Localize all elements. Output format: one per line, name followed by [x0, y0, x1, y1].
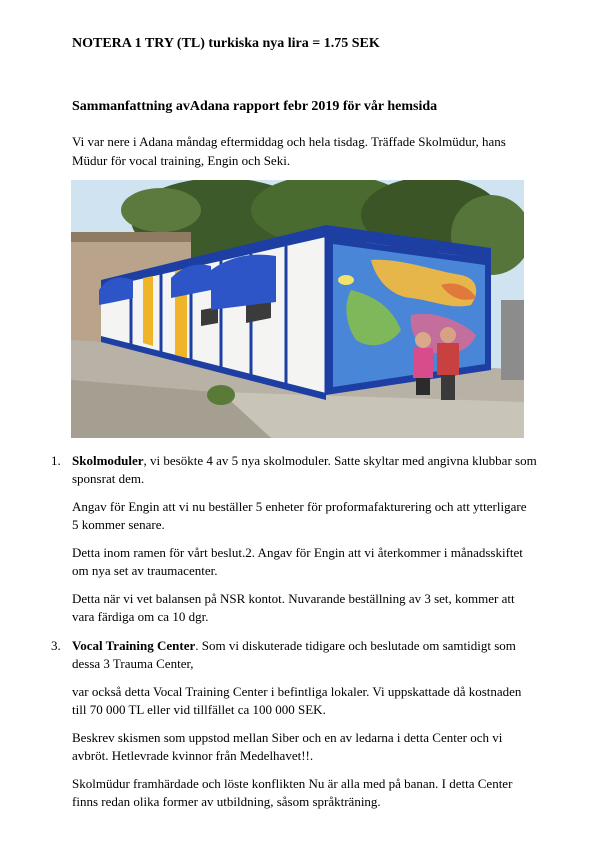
list-number: 1. [51, 453, 61, 468]
paragraph: Beskrev skismen som uppstod mellan Siber och en av ledarna i detta Center och vi avbröt. Hetlevrade kvinnor från Medelhavet!!. [72, 730, 503, 763]
list-number: 3. [51, 638, 61, 653]
paragraph: Detta när vi vet balansen på NSR kontot. Nuvarande beställning av 3 set, kommer att vara färdiga om ca 10 dgr. [72, 591, 515, 624]
paragraph: var också detta Vocal Training Center i befintliga lokaler. Vi uppskattade då kostnaden till 70 000 TL eller vid tillfället ca 100 000 SEK. [72, 684, 522, 717]
report-heading: Sammanfattning avAdana rapport febr 2019 för vår hemsida [72, 99, 438, 114]
list-item-title: Skolmoduler [72, 453, 144, 468]
window [201, 307, 218, 326]
list-item-text: . Som vi diskuterade tidigare och beslutade om samtidigt som dessa 3 Trauma Center, [72, 638, 516, 671]
currency-note: NOTERA 1 TRY (TL) turkiska nya lira = 1.75 SEK [72, 36, 380, 51]
school-modules-photo [71, 180, 524, 438]
list-item-text: , vi besökte 4 av 5 nya skolmoduler. Satte skyltar med angivna klubbar som sponsrat dem. [72, 453, 537, 486]
paragraph: Skolmüdur framhärdade och löste konflikten Nu är alla med på banan. I detta Center finns redan olika former av utbildning, såsom språkträning. [72, 776, 513, 809]
door [143, 276, 153, 346]
paragraph: Detta inom ramen för vårt beslut.2. Angav för Engin att vi återkommer i månadsskiftet om nya set av traumacenter. [72, 545, 523, 578]
paragraph: Angav för Engin att vi nu beställer 5 enheter för proformafakturering och att ytterligare 5 kommer senare. [72, 499, 527, 532]
small-plant [207, 385, 235, 405]
list-item-title: Vocal Training Center [72, 638, 196, 653]
intro-paragraph: Vi var nere i Adana måndag eftermiddag och hela tisdag. Träffade Skolmüdur, hans Müdur för vocal training, Engin och Seki. [72, 134, 506, 168]
